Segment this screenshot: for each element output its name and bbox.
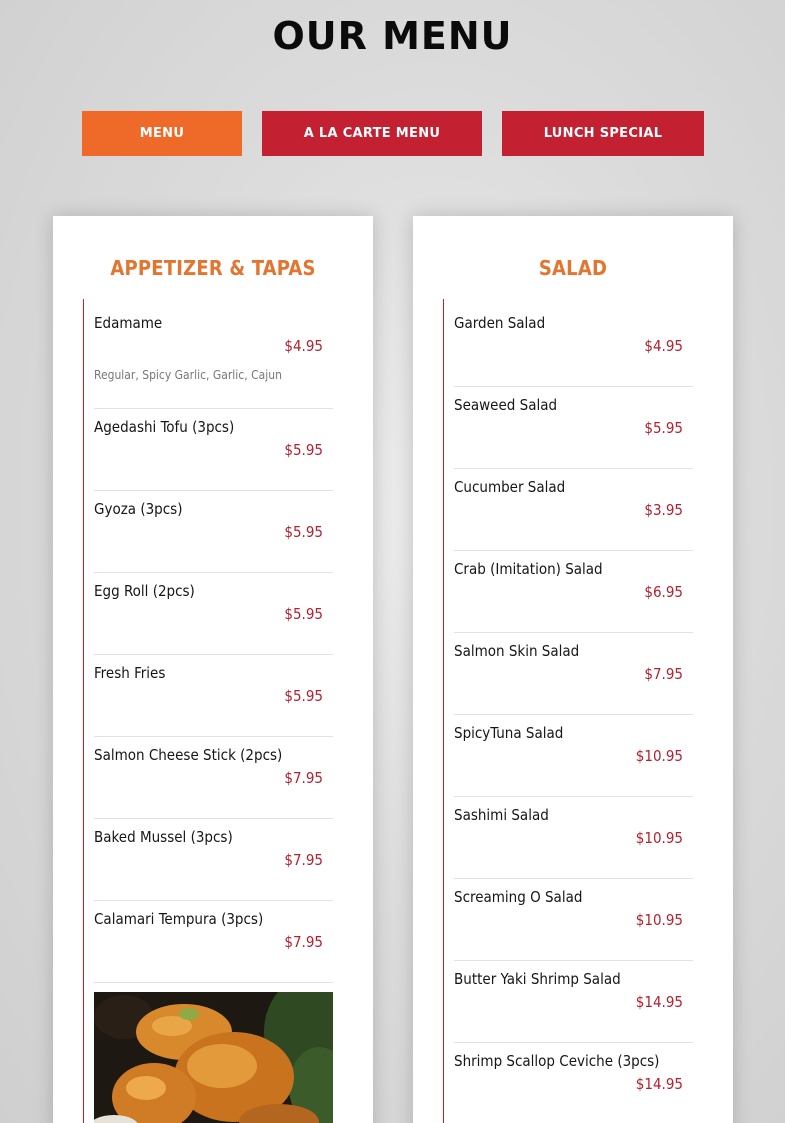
item-name: Shrimp Scallop Ceviche (3pcs)	[454, 1052, 660, 1070]
menu-item	[94, 901, 333, 983]
item-price: $7.95	[644, 665, 683, 683]
fried-tempura-photo	[94, 992, 333, 1123]
item-price: $10.95	[635, 911, 683, 929]
item-price: $14.95	[635, 993, 683, 1011]
menu-item	[454, 551, 693, 633]
appetizer-tapas-card	[53, 216, 373, 1123]
menu-item	[454, 633, 693, 715]
page-title: OUR MENU	[272, 14, 513, 58]
item-name: Gyoza (3pcs)	[94, 500, 183, 518]
accent-divider	[83, 299, 84, 1123]
item-name: Baked Mussel (3pcs)	[94, 828, 233, 846]
section-title: APPETIZER & TAPAS	[110, 256, 316, 280]
item-name: Cucumber Salad	[454, 478, 566, 496]
accent-divider	[443, 299, 444, 1123]
item-name: Crab (Imitation) Salad	[454, 560, 603, 578]
tab-lunch-special[interactable]: LUNCH SPECIAL	[502, 111, 704, 156]
menu-item-list	[454, 305, 693, 1123]
menu-item	[94, 491, 333, 573]
item-price: $5.95	[284, 523, 323, 541]
salad-card	[413, 216, 733, 1123]
menu-item	[454, 305, 693, 387]
item-price: $5.95	[284, 441, 323, 459]
menu-item	[454, 1043, 693, 1123]
menu-item	[94, 409, 333, 491]
item-price: $6.95	[644, 583, 683, 601]
item-name: Garden Salad	[454, 314, 546, 332]
item-price: $10.95	[635, 829, 683, 847]
section-title: SALAD	[538, 256, 608, 280]
item-name: Agedashi Tofu (3pcs)	[94, 418, 235, 436]
item-price: $10.95	[635, 747, 683, 765]
item-name: SpicyTuna Salad	[454, 724, 564, 742]
menu-item	[94, 819, 333, 901]
menu-item	[94, 573, 333, 655]
menu-item	[454, 879, 693, 961]
item-name: Sashimi Salad	[454, 806, 549, 824]
menu-item	[94, 655, 333, 737]
menu-item	[454, 387, 693, 469]
item-name: Butter Yaki Shrimp Salad	[454, 970, 621, 988]
fried-tempura-illustration	[94, 992, 333, 1123]
menu-item	[454, 469, 693, 551]
item-price: $3.95	[644, 501, 683, 519]
item-note: Regular, Spicy Garlic, Garlic, Cajun	[94, 368, 282, 382]
item-name: Fresh Fries	[94, 664, 166, 682]
menu-item	[454, 961, 693, 1043]
menu-item	[94, 737, 333, 819]
item-price: $5.95	[284, 687, 323, 705]
item-name: Salmon Cheese Stick (2pcs)	[94, 746, 283, 764]
menu-item	[94, 305, 333, 409]
tab-menu[interactable]: MENU	[82, 111, 242, 156]
menu-tabs	[0, 111, 785, 156]
item-name: Salmon Skin Salad	[454, 642, 580, 660]
item-price: $7.95	[284, 851, 323, 869]
item-price: $5.95	[284, 605, 323, 623]
menu-item	[454, 715, 693, 797]
item-name: Seaweed Salad	[454, 396, 558, 414]
item-price: $7.95	[284, 933, 323, 951]
item-price: $5.95	[644, 419, 683, 437]
item-price: $7.95	[284, 769, 323, 787]
item-price: $14.95	[635, 1075, 683, 1093]
item-name: Screaming O Salad	[454, 888, 583, 906]
item-price: $4.95	[284, 337, 323, 355]
item-name: Calamari Tempura (3pcs)	[94, 910, 264, 928]
menu-item	[454, 797, 693, 879]
item-price: $4.95	[644, 337, 683, 355]
item-name: Egg Roll (2pcs)	[94, 582, 195, 600]
tab-a-la-carte-menu[interactable]: A LA CARTE MENU	[262, 111, 482, 156]
menu-item-list	[94, 305, 333, 983]
item-name: Edamame	[94, 314, 163, 332]
